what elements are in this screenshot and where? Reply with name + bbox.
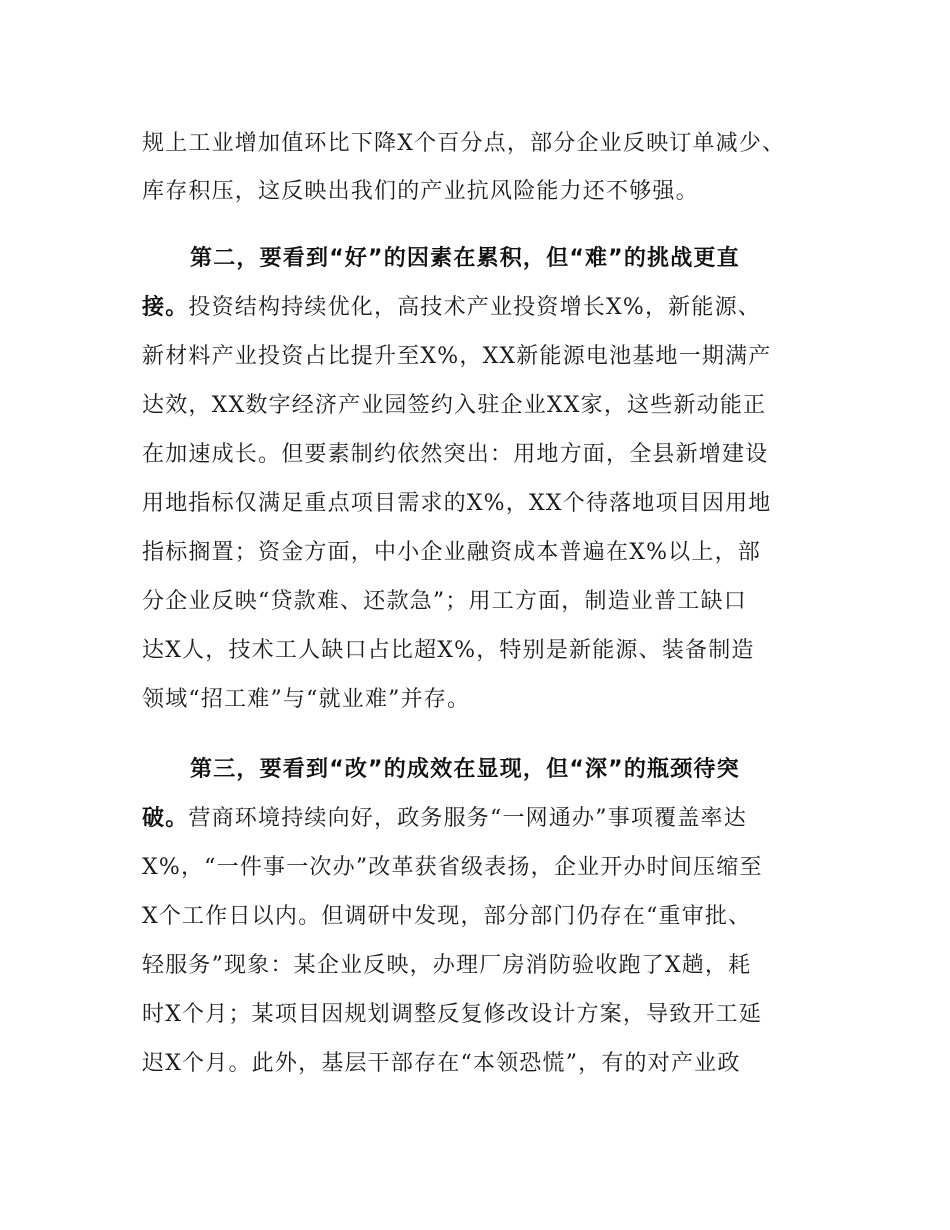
paragraph-1-line-1 (142, 130, 785, 158)
section-heading-end: 破。 (142, 806, 189, 831)
section-heading-end: 接。 (142, 295, 189, 320)
section-heading: 第二，要看到“好”的因素在累积，但“难”的挑战更直 (190, 246, 740, 271)
paragraph-3-line-4 (142, 903, 751, 931)
line-text: 达X人，技术工人缺口占比超X%，特别是新能源、装备制造 (142, 638, 755, 663)
paragraph-2-line-2 (142, 294, 761, 322)
line-text: 轻服务”现象：某企业反映，办理厂房消防验收跑了X趟，耗 (142, 953, 752, 978)
line-text: 迟X个月。此外，基层干部存在“本领恐慌”，有的对产业政 (142, 1051, 741, 1076)
line-text: 时X个月；某项目因规划调整反复修改设计方案，导致开工延 (142, 1002, 763, 1027)
line-text: X%，“一件事一次办”改革获省级表扬，企业开办时间压缩至 (142, 855, 763, 880)
paragraph-3-line-2 (142, 805, 747, 833)
paragraph-3-line-3 (142, 854, 763, 882)
paragraph-3-line-6 (142, 1001, 762, 1029)
line-text: 在加速成长。但要素制约依然突出：用地方面，全县新增建设 (142, 442, 769, 467)
line-text: 达效，XX数字经济产业园签约入驻企业XX家，这些新动能正 (142, 393, 767, 418)
paragraph-2-line-3 (142, 343, 772, 371)
line-text: 库存积压，这反映出我们的产业抗风险能力还不够强。 (142, 179, 699, 204)
line-text: 指标搁置；资金方面，中小企业融资成本普遍在X%以上，部 (142, 540, 761, 565)
paragraph-2-line-1 (190, 245, 740, 273)
line-text: 用地指标仅满足重点项目需求的X%，XX个待落地项目因用地 (142, 491, 772, 516)
line-text: X个工作日以内。但调研中发现，部分部门仍存在“重审批、 (142, 904, 752, 929)
paragraph-2-line-5 (142, 441, 768, 469)
paragraph-3-line-7 (142, 1050, 741, 1078)
line-text: 规上工业增加值环比下降X个百分点，部分企业反映订单减少、 (142, 131, 786, 156)
paragraph-2-line-4 (142, 392, 766, 420)
section-heading: 第三，要看到“改”的成效在显现，但“深”的瓶颈待突 (190, 757, 740, 782)
paragraph-2-line-6 (142, 490, 772, 518)
paragraph-2-line-8 (142, 588, 747, 616)
line-text: 分企业反映“贷款难、还款急”；用工方面，制造业普工缺口 (142, 589, 747, 614)
paragraph-1-line-2 (142, 178, 699, 206)
paragraph-2-line-7 (142, 539, 761, 567)
line-text: 新材料产业投资占比提升至X%，XX新能源电池基地一期满产 (142, 344, 772, 369)
line-text: 领域“招工难”与“就业难”并存。 (142, 687, 471, 712)
line-text: 投资结构持续优化，高技术产业投资增长X%，新能源、 (188, 295, 761, 320)
line-text: 营商环境持续向好，政务服务“一网通办”事项覆盖率达 (188, 806, 747, 831)
paragraph-3-line-1 (190, 756, 740, 784)
paragraph-2-line-9 (142, 637, 755, 665)
paragraph-2-line-10 (142, 686, 470, 714)
paragraph-3-line-5 (142, 952, 751, 980)
